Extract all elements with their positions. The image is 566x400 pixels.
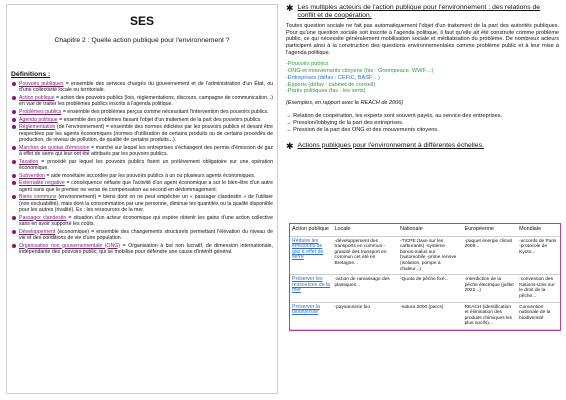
relation-item: → Pression/lobbying de la part des entreprises.: [286, 119, 404, 126]
row-header-cell: Préserver les ressources de la mer: [290, 275, 333, 302]
table-header-row: [290, 224, 560, 236]
definition-term: Pouvoirs publiques: [19, 81, 64, 87]
actions-table: [289, 223, 561, 331]
bullet-icon: [12, 125, 16, 129]
definition-text: = ensemble des services chargés du gouvernement et de l'administration d'un État, ou d'une collectivité locale ou territoriale.: [19, 81, 273, 94]
bullet-icon: [12, 110, 16, 114]
definitions-header: Définitions :: [11, 71, 51, 78]
table-header-cell: Mondiale: [517, 224, 560, 236]
actors-list: [286, 61, 559, 95]
definition-term: Agenda politique: [19, 116, 58, 123]
intro-paragraph: Toutes question sociale ne fait pas automatiquement l'objet d'un traitement de la part des autorités publiques. Pour qu'une question sociale soit inscrite à l'agenda politique, il faut qu'elle ait été construite comme problème public, ce qui nécessite généralement mobilisation sociale et médiatisation du problème. De nombreux acteurs participent ainsi à la construction des questions environnementales comme problème public et à leur mise à l'agenda politique.: [286, 23, 559, 56]
table-header-cell: Action publique: [290, 224, 333, 236]
definition-term: Action publique: [19, 94, 55, 101]
table-cell: -interdiction de la pêche électrique (juillet 2022...): [463, 275, 518, 302]
definition-item: [19, 145, 273, 158]
definition-term: Taxation: [19, 158, 39, 165]
table-cell: -Quota de pêche fixé...: [398, 275, 463, 302]
definition-text: = situation d'un acteur économique qui espère obtenir les gains d'une action collective sans en avoir supporté les coûts.: [19, 214, 273, 227]
bullet-icon: [12, 195, 16, 199]
definition-text: = aide monétaire accordée par les pouvoirs publics à un ou plusieurs agents économiques.: [44, 172, 256, 179]
actor-item: -Entreprises (défav : CEFIC, BASF…): [286, 74, 380, 81]
bullet-icon: [12, 216, 16, 220]
star-icon: ✱: [286, 3, 294, 13]
definition-item: [19, 173, 273, 179]
definition-term: Développement: [19, 228, 56, 235]
definition-text: = ensemble des problèmes perçus comme nécessitant l'intervention des pouvoirs publics.: [61, 108, 269, 115]
definition-item: [19, 180, 273, 193]
table-cell: -développement des transports en commun -gratuité des transport en commun cet été en Bretagne...: [333, 236, 398, 275]
table-cell: REACH (identification et élimination des produits chimiques les plus nocifs)...: [463, 302, 518, 329]
page-title: SES: [129, 14, 154, 28]
bullet-icon: [12, 146, 16, 150]
definition-text: (environnement) = biens dont on ne peut empêcher un « passager clandestin » de l'utiliser (non excluabilité), mais dont la consommation par une personne, diminue les quantités ou la qualité disponible pour les autres (rivalité). Ex : les ressources de la mer.: [19, 194, 274, 213]
definition-text: = Organisation à but non lucratif, de dimension internationale, indépendante des pouvoirs public, qui se mobilise pour défendre une cause d'intérêt général.: [19, 242, 274, 255]
definition-text: = ensemble des problèmes faisant l'objet d'un traitement de la part des pouvoirs publics.: [57, 116, 262, 123]
table-header-cell: Européenne: [463, 224, 518, 236]
definition-text: (de l'environnement) = ensemble des normes édictées par les pouvoirs publics et devant être respectées par les agents économiques (normes d'utilisation de certains produits ou de certains procédés de production, de niveau de pollution, de qualité de certains produits...).: [19, 124, 273, 143]
definition-text: = conséquence néfaste que l'activité d'un agent économique a sur le bien-être d'un autre agent sans que le premier ne verse de compensation au second en dédommagement.: [19, 180, 273, 193]
definition-item: [19, 243, 273, 256]
table-header-cell: Locale: [333, 224, 398, 236]
definition-item: [19, 81, 273, 94]
definition-item: [19, 215, 273, 228]
table-row: [290, 302, 560, 329]
relation-item: → Relation de coopération, les experts sont souvent payés, au service des entreprises.: [286, 113, 503, 120]
table-cell: Convention nationale de la biodiversité: [517, 302, 560, 329]
definition-item: [19, 109, 273, 115]
definition-item: [19, 124, 273, 143]
section-heading-actions: ✱ Actions publiques pour l'environnement à différentes échelles.: [286, 140, 484, 151]
relations-list: [286, 113, 559, 133]
row-header-cell: Réduire les émissions de gaz à effet de serre: [290, 236, 333, 275]
chapter-title: Chapitre 2 : Quelle action publique pour l'environnement ?: [54, 37, 230, 44]
definition-text: = action des pouvoirs publics (lois, réglementations, discours, campagne de communication...) en vue de traiter les problèmes publics inscrits à l'agenda politique.: [19, 94, 273, 108]
row-header-cell: Préserver la biodiversité: [290, 302, 333, 329]
example-note: (Exemples, en rapport avec le REACH de 2006): [286, 100, 404, 107]
table-header-cell: Nationale: [398, 224, 463, 236]
table-row: [290, 236, 560, 275]
definition-text: = marché sur lequel les entreprises s'échangent des permis d'émission de gaz à effet de serre qui leur ont été attribués par les pouvoirs publics.: [19, 144, 273, 157]
table-cell: -TICPE (taxe sur les carburants) -système bonus-malus sur l'automobile -prime renove (isolation, pompe à chaleur...): [398, 236, 463, 275]
table-cell: -action de ramassage des plastiques...: [333, 275, 398, 302]
definitions-list: [11, 81, 273, 255]
definition-item: [19, 194, 273, 213]
table-cell: -paquet énergie climat 2009...: [463, 236, 518, 275]
left-column: [6, 4, 278, 394]
table-cell: -convention des Nations-Unis sur le droit de la pêche...: [517, 275, 560, 302]
definition-term: Problèmes publics: [19, 108, 62, 115]
bullet-icon: [12, 160, 16, 164]
table-cell: -accords de Paris -protocole de Kyoto...: [517, 236, 560, 275]
bullet-icon: [12, 96, 16, 100]
actor-item: -ONG et mouvements citoyens (fav : Greenpeace, WWF…): [286, 67, 434, 74]
actor-item: -Partis politiques (fav : les verts): [286, 88, 366, 95]
table-row: [290, 275, 560, 302]
definition-text: = procédé par lequel les pouvoirs publics fixent un prélèvement obligatoire sur une opération économique.: [19, 158, 273, 171]
definition-item: [19, 117, 273, 123]
bullet-icon: [12, 181, 16, 185]
bullet-icon: [12, 82, 16, 86]
definition-term: Subvention: [19, 172, 45, 179]
section-heading-actors: ✱ Les multiples acteurs de l'action publique pour l'environnement : des relations de conflit et de coopération.: [286, 3, 541, 19]
star-icon: ✱: [286, 140, 294, 151]
bullet-icon: [12, 230, 16, 234]
relation-item: → Pression de la part des ONG et des mouvements citoyens.: [286, 126, 439, 133]
definition-term: Passager clandestin: [19, 214, 67, 221]
bullet-icon: [12, 244, 16, 248]
definition-item: [19, 229, 273, 242]
table-cell: -paysannerie bio: [333, 302, 398, 329]
bullet-icon: [12, 118, 16, 122]
definition-term: Biens communs: [19, 194, 57, 201]
definition-item: [19, 95, 273, 108]
definition-term: Marchés de quotas d'émission: [19, 144, 90, 151]
actor-item: -Experts (défav : cabinet de conseil): [286, 81, 376, 88]
right-column: [283, 4, 562, 394]
table-cell: -natura 2000 (parcs): [398, 302, 463, 329]
definition-term: Organisation non gouvernementale (ONG): [19, 242, 121, 249]
definition-item: [19, 159, 273, 172]
definition-term: Réglementation: [19, 124, 56, 131]
definition-text: (économique) = ensemble des changements structurels permettant l'élévation du niveau de vie et des conditions de vie d'une population.: [19, 228, 273, 241]
actor-item: -Pouvoirs publics: [286, 61, 329, 68]
bullet-icon: [12, 174, 16, 178]
definition-term: Externalité négative: [19, 180, 65, 187]
